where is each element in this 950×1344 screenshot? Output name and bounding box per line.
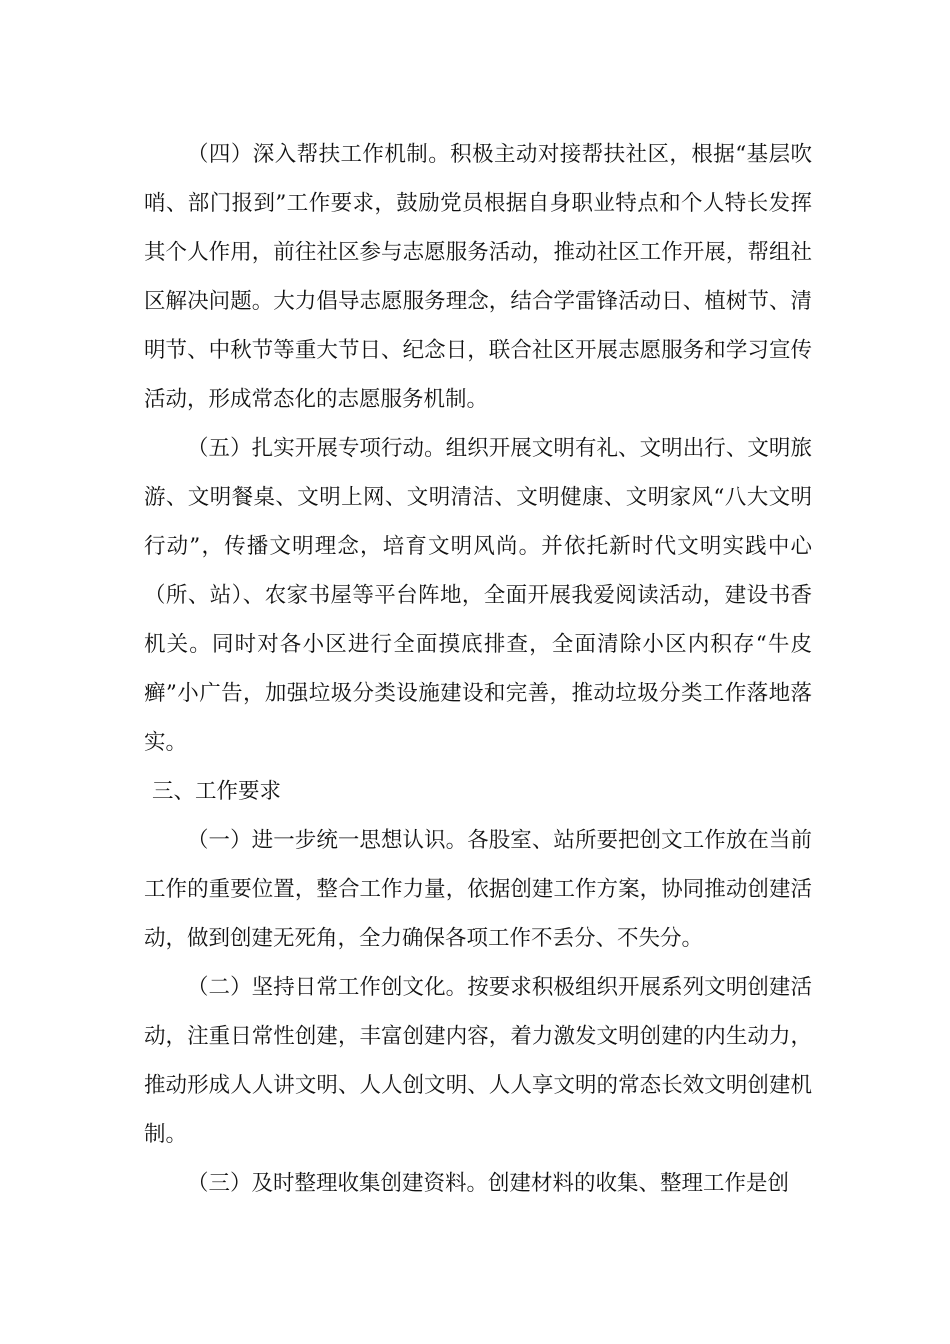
document-body xyxy=(144,130,812,1208)
paragraph-daily-work: （二）坚持日常工作创文化。按要求积极组织开展系列文明创建活动，注重日常性创建，丰富创建内容，着力激发文明创建的内生动力，推动形成人人讲文明、人人创文明、人人享文明的常态长效文明创建机制。 xyxy=(144,975,812,1147)
paragraph-deepen-assistance-mechanism: （四）深入帮扶工作机制。积极主动对接帮扶社区，根据“基层吹哨、部门报到”工作要求，鼓励党员根据自身职业特点和个人特长发挥其个人作用，前往社区参与志愿服务活动，推动社区工作开展，帮组社区解决问题。大力倡导志愿服务理念，结合学雷锋活动日、植树节、清明节、中秋节等重大节日、纪念日，联合社区开展志愿服务和学习宣传活动，形成常态化的志愿服务机制。 xyxy=(144,142,812,412)
paragraph-unify-thinking: （一）进一步统一思想认识。各股室、站所要把创文工作放在当前工作的重要位置，整合工作力量，依据创建工作方案，协同推动创建活动，做到创建无死角，全力确保各项工作不丢分、不失分。 xyxy=(144,828,812,951)
section-heading-work-requirements: 三、工作要求 xyxy=(152,779,282,804)
paragraph-collect-materials: （三）及时整理收集创建资料。创建材料的收集、整理工作是创 xyxy=(187,1171,790,1196)
paragraph-special-actions: （五）扎实开展专项行动。组织开展文明有礼、文明出行、文明旅游、文明餐桌、文明上网、文明清洁、文明健康、文明家风“八大文明行动”，传播文明理念，培育文明风尚。并依托新时代文明实践中心（所、站）、农家书屋等平台阵地，全面开展我爱阅读活动，建设书香机关。同时对各小区进行全面摸底排查，全面清除小区内积存“牛皮癣”小广告，加强垃圾分类设施建设和完善，推动垃圾分类工作落地落实。 xyxy=(144,436,812,755)
